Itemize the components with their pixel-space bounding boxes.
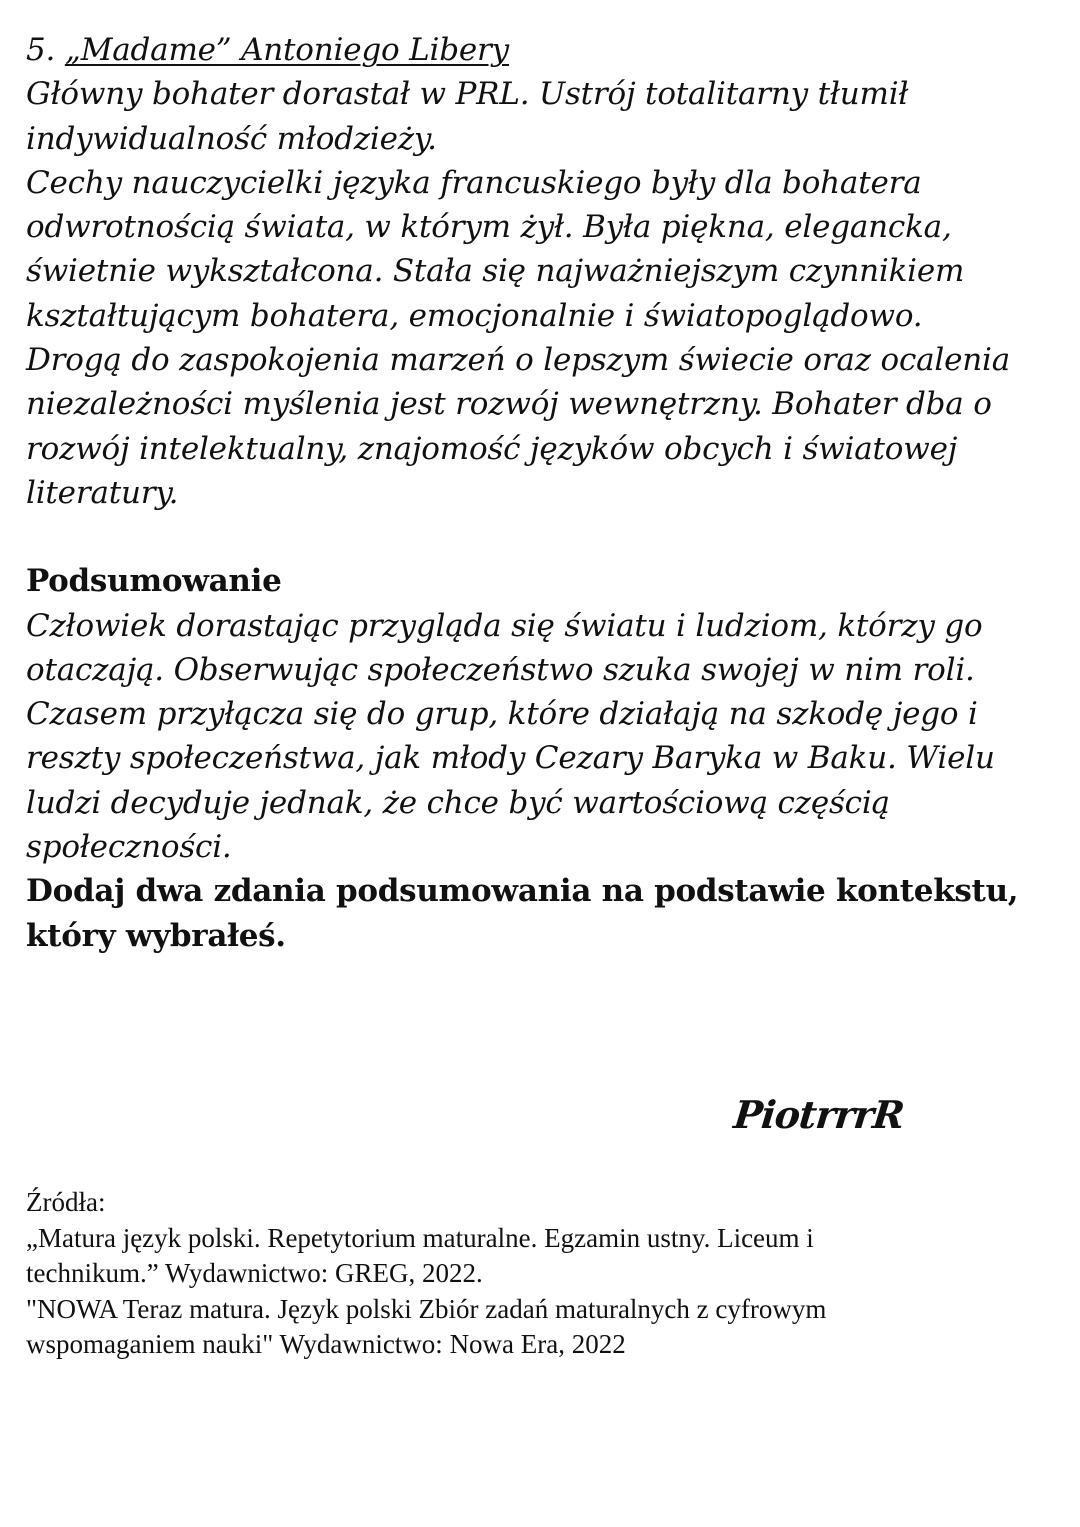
- text-line: otaczają. Obserwując społeczeństwo szuka swojej w nim roli.: [26, 651, 975, 688]
- sources-label: Źródła:: [26, 1187, 106, 1217]
- text-line: literatury.: [26, 474, 179, 511]
- section-title: „Madame” Antoniego Libery: [64, 32, 509, 68]
- text-line: reszty społeczeństwa, jak młody Cezary Baryka w Baku. Wielu: [26, 740, 995, 777]
- text-line: Główny bohater dorastał w PRL. Ustrój totalitarny tłumił: [26, 76, 909, 113]
- text-line: ludzi decyduje jednak, że chce być wartościową częścią: [26, 784, 890, 821]
- text-line: Człowiek dorastając przygląda się światu i ludziom, którzy go: [26, 607, 983, 644]
- summary-body: [26, 604, 1056, 870]
- source-line: „Matura język polski. Repetytorium maturalne. Egzamin ustny. Liceum i: [26, 1222, 814, 1253]
- text-line: kształtującym bohatera, emocjonalnie i światopoglądowo.: [26, 297, 923, 334]
- text-line: rozwój intelektualny, znajomość języków obcych i światowej: [26, 430, 958, 467]
- instruction-line: Dodaj dwa zdania podsumowania na podstawie kontekstu,: [26, 873, 1019, 910]
- source-line: technikum.” Wydawnictwo: GREG, 2022.: [26, 1258, 483, 1288]
- text-line: Czasem przyłącza się do grup, które działają na szkodę jego i: [26, 696, 978, 733]
- author-signature: PiotrrrR: [731, 1092, 906, 1137]
- section-5-heading: [26, 28, 1056, 72]
- summary-heading: Podsumowanie: [26, 563, 282, 600]
- sources-section: [26, 1185, 1056, 1363]
- text-line: Drogą do zaspokojenia marzeń o lepszym świecie oraz ocalenia: [26, 342, 1011, 379]
- document-page: [26, 28, 1056, 958]
- section-5-body: [26, 72, 1056, 515]
- section-number: 5.: [26, 32, 56, 68]
- text-line: odwrotnością świata, w którym żył. Była piękna, elegancka,: [26, 209, 952, 246]
- instruction-line: który wybrałeś.: [26, 917, 286, 954]
- spacer: [26, 515, 1056, 559]
- text-line: Cechy nauczycielki języka francuskiego były dla bohatera: [26, 164, 922, 201]
- text-line: społeczności.: [26, 829, 232, 866]
- source-line: "NOWA Teraz matura. Język polski Zbiór zadań maturalnych z cyfrowym: [26, 1293, 827, 1324]
- summary-instruction: [26, 869, 1056, 958]
- text-line: świetnie wykształcona. Stała się najważniejszym czynnikiem: [26, 253, 965, 290]
- source-line: wspomaganiem nauki" Wydawnictwo: Nowa Era, 2022: [26, 1329, 626, 1359]
- text-line: indywidualność młodzieży.: [26, 120, 437, 157]
- text-line: niezależności myślenia jest rozwój wewnętrzny. Bohater dba o: [26, 386, 992, 423]
